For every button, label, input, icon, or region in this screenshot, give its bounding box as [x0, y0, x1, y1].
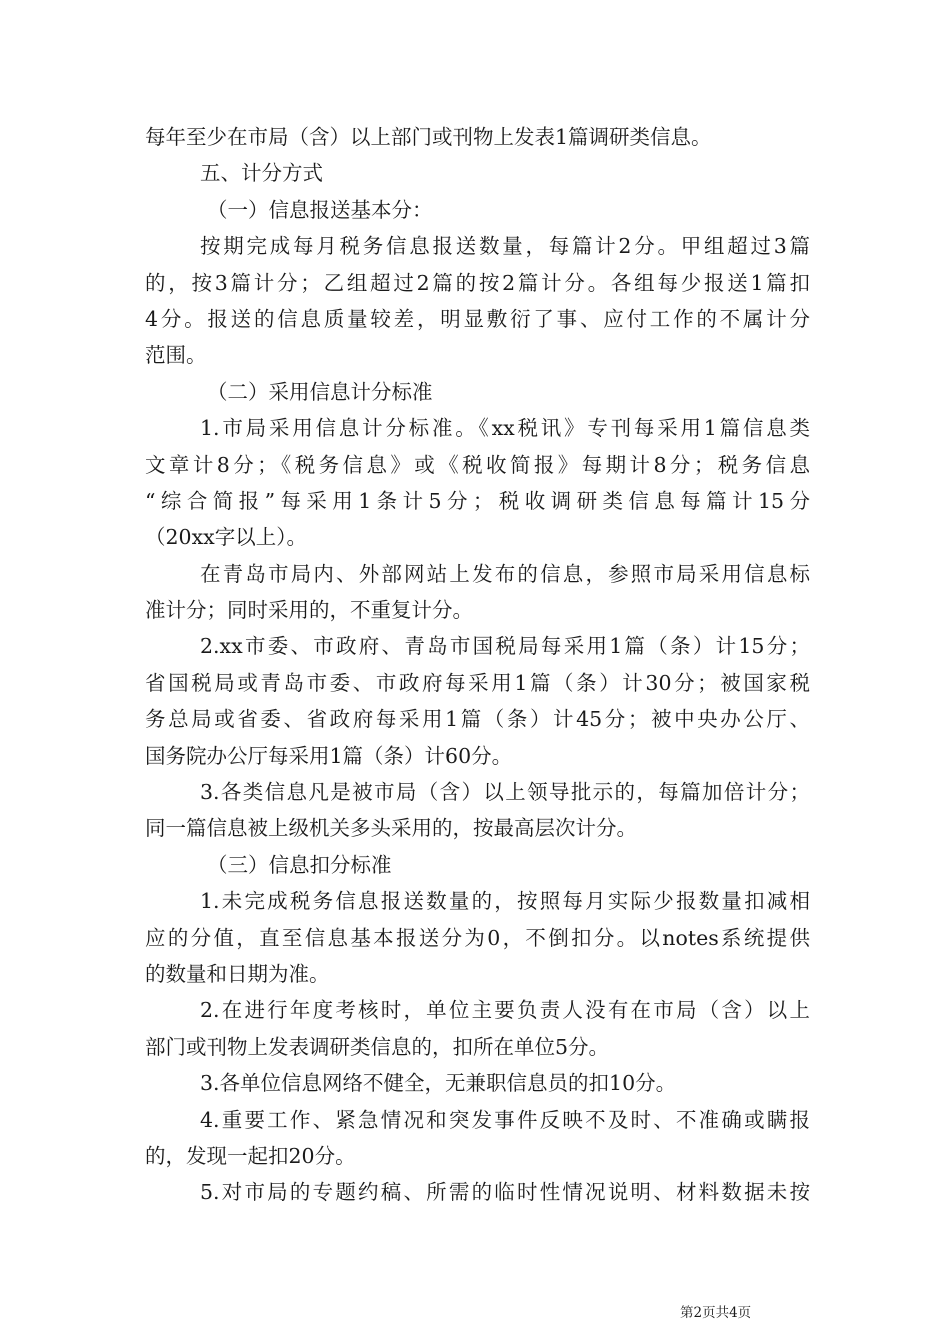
text-line: 在青岛市局内、外部网站上发布的信息，参照市局采用信息标	[200, 561, 810, 586]
text-line: 2.xx市委、市政府、青岛市国税局每采用1篇（条）计15分；	[200, 634, 810, 659]
text-line: 按期完成每月税务信息报送数量，每篇计2分。甲组超过3篇	[200, 234, 810, 259]
text-line: 3.各类信息凡是被市局（含）以上领导批示的，每篇加倍计分；	[200, 780, 810, 805]
text-line: 范围。	[145, 343, 207, 368]
text-line: 的，发现一起扣20分。	[145, 1143, 356, 1168]
text-line: 应的分值，直至信息基本报送分为0，不倒扣分。以notes系统提供	[145, 925, 810, 950]
section-heading: 五、计分方式	[200, 161, 323, 186]
text-line: 国务院办公厅每采用1篇（条）计60分。	[145, 743, 513, 768]
document-body	[145, 119, 810, 1211]
text-line: 4.重要工作、紧急情况和突发事件反映不及时、不准确或瞒报	[200, 1107, 810, 1132]
text-line: 4分。报送的信息质量较差，明显敷衍了事、应付工作的不属计分	[145, 306, 810, 331]
text-line: 同一篇信息被上级机关多头采用的，按最高层次计分。	[145, 816, 637, 841]
subsection-heading: （一）信息报送基本分：	[207, 197, 433, 222]
text-line: 准计分；同时采用的，不重复计分。	[145, 598, 473, 623]
subsection-heading: （二）采用信息计分标准	[207, 379, 433, 404]
subsection-heading: （三）信息扣分标准	[207, 852, 392, 877]
page-number-footer: 第2页共4页	[680, 1305, 752, 1321]
text-line: 省国税局或青岛市委、市政府每采用1篇（条）计30分；被国家税	[145, 670, 810, 695]
text-line: 5.对市局的专题约稿、所需的临时性情况说明、材料数据未按	[200, 1180, 810, 1205]
text-line: 3.各单位信息网络不健全，无兼职信息员的扣10分。	[200, 1071, 677, 1096]
text-line: 每年至少在市局（含）以上部门或刊物上发表1篇调研类信息。	[145, 125, 712, 149]
text-line: 2.在进行年度考核时，单位主要负责人没有在市局（含）以上	[200, 998, 810, 1023]
text-line: 1.未完成税务信息报送数量的，按照每月实际少报数量扣减相	[200, 889, 810, 914]
text-line: 的，按3篇计分；乙组超过2篇的按2篇计分。各组每少报送1篇扣	[145, 270, 810, 295]
text-line: 文章计8分；《税务信息》或《税收简报》每期计8分；税务信息	[145, 452, 810, 477]
text-line: （20xx字以上）。	[145, 525, 307, 550]
text-line: 部门或刊物上发表调研类信息的，扣所在单位5分。	[145, 1034, 610, 1059]
text-line: 的数量和日期为准。	[145, 961, 330, 986]
text-line: 1.市局采用信息计分标准。《xx税讯》专刊每采用1篇信息类	[200, 416, 810, 441]
text-line: 务总局或省委、省政府每采用1篇（条）计45分；被中央办公厅、	[145, 707, 810, 732]
text-line: “综合简报”每采用1条计5分；税收调研类信息每篇计15分	[145, 488, 810, 513]
